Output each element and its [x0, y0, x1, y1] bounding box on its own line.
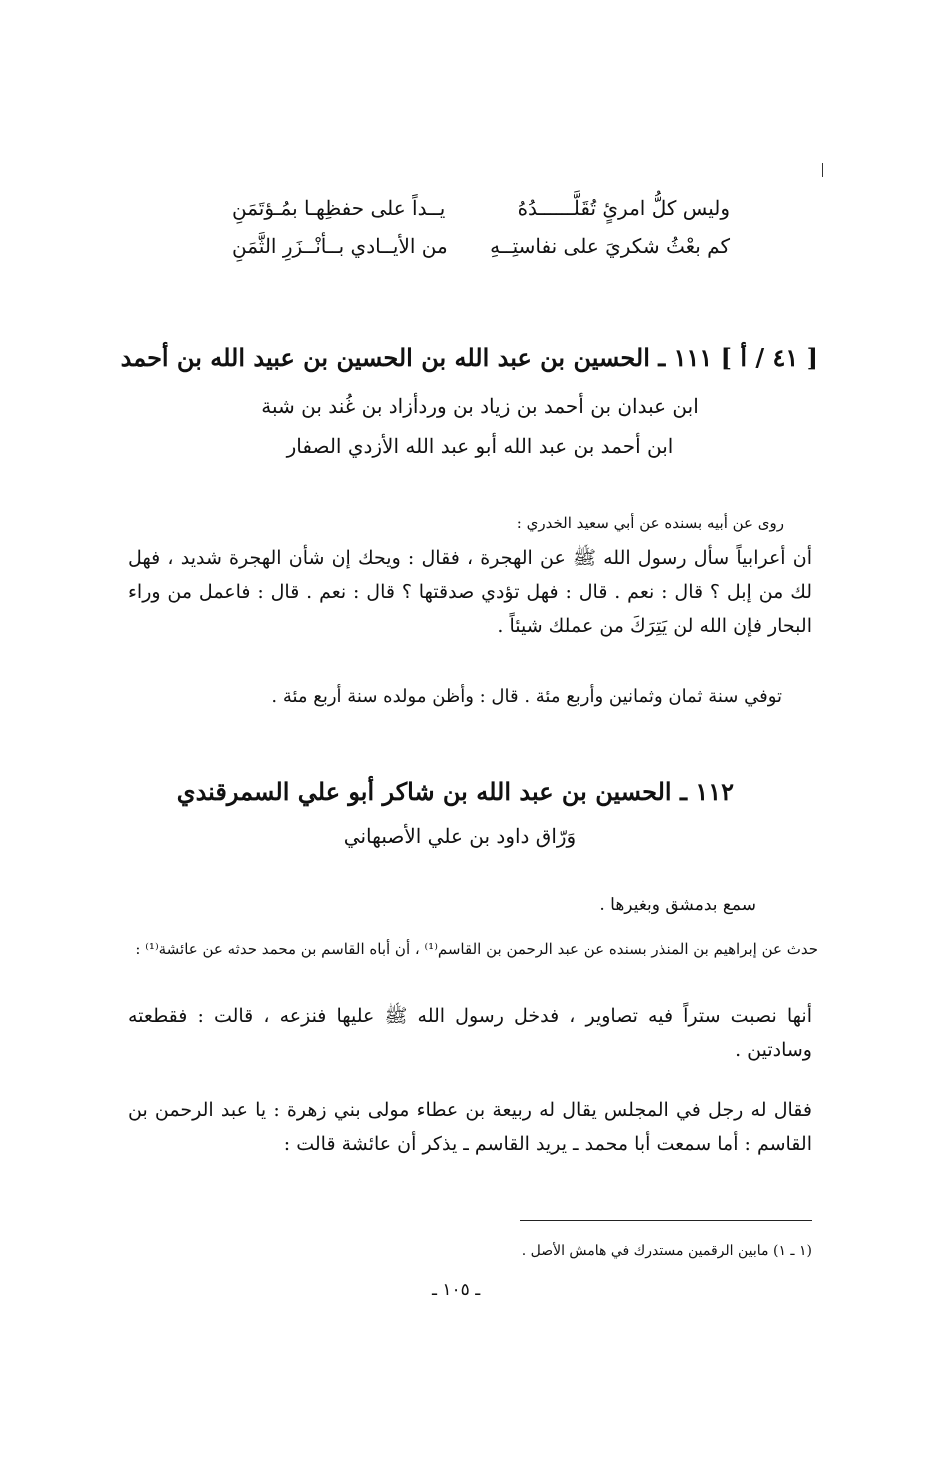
entry-111-death-note: توفي سنة ثمان وثمانين وأربع مئة . قال : وأظن مولده سنة أربع مئة . [271, 686, 782, 707]
footnote-separator [520, 1220, 812, 1221]
entry-111-chain-intro: روى عن أبيه بسنده عن أبي سعيد الخدري : [516, 514, 784, 532]
entry-112-chain-intro: حدث عن إبراهيم بن المنذر بسنده عن عبد الرحمن بن القاسم⁽¹⁾ ، أن أباه القاسم بن محمد حدثه عن عائشة⁽¹⁾ : [135, 940, 818, 958]
entry-112-subline: وَرّاق داود بن علي الأصبهاني [343, 824, 577, 848]
entry-number-reference: [ ٤١ / أ ] ١١١ ـ [658, 343, 818, 372]
margin-mark [822, 163, 823, 177]
verse-row [220, 230, 730, 262]
entry-112-hadith: أنها نصبت ستراً فيه تصاوير ، فدخل رسول الله ﷺ عليها فنزعه ، قالت : فقطعته وسادتين . [128, 1005, 812, 1061]
footnote: (١ ـ ١) مابين الرقمين مستدرك في هامش الأصل . [521, 1243, 812, 1259]
verse-left-hemistich: من الأيــادي بــأنْــزَرِ الثَّمَنِ [232, 234, 448, 258]
entry-112-heard-note: سمع بدمشق وبغيرها . [599, 895, 756, 915]
verse-row [220, 192, 730, 224]
page-number: ـ ١٠٥ ـ [432, 1280, 481, 1300]
verse-right-hemistich: كم بعْثُ شكريَ على نفاستِــهِ [490, 234, 730, 258]
entry-111-lineage-line: ابن أحمد بن عبد الله أبو عبد الله الأزدي الصفار [286, 434, 674, 458]
verse-right-hemistich: وليس كلُّ امرئٍ تُقَلَّــــــدُهُ [517, 196, 730, 220]
entry-112-heading: ١١٢ ـ الحسين بن عبد الله بن شاكر أبو علي السمرقندي [176, 777, 734, 806]
entry-111-hadith: أن أعرابياً سأل رسول الله ﷺ عن الهجرة ، فقال : ويحك إن شأن الهجرة شديد ، فهل لك من إبل ؟ قال : نعم . قال : فهل تؤدي صدقتها ؟ قال : نعم . قال : فاعمل من وراء البحار فإن الله لن يَتِرَكَ من عملك شيئاً . [128, 547, 812, 637]
entry-112-paragraph: فقال له رجل في المجلس يقال له ربيعة بن عطاء مولى بني زهرة : يا عبد الرحمن بن القاسم : أما سمعت أبا محمد ـ يريد القاسم ـ يذكر أن عائشة قالت : [128, 1099, 812, 1155]
entry-name: الحسين بن عبد الله بن الحسين بن عبيد الله بن أحمد [120, 343, 650, 372]
entry-111-lineage-line: ابن عبدان بن أحمد بن زياد بن وردأزاد بن غُند بن شبة [261, 394, 699, 418]
entry-111-heading [121, 340, 818, 376]
verse-left-hemistich: يــداً على حفظِهـا بمُـؤتَمَنِ [232, 196, 446, 220]
